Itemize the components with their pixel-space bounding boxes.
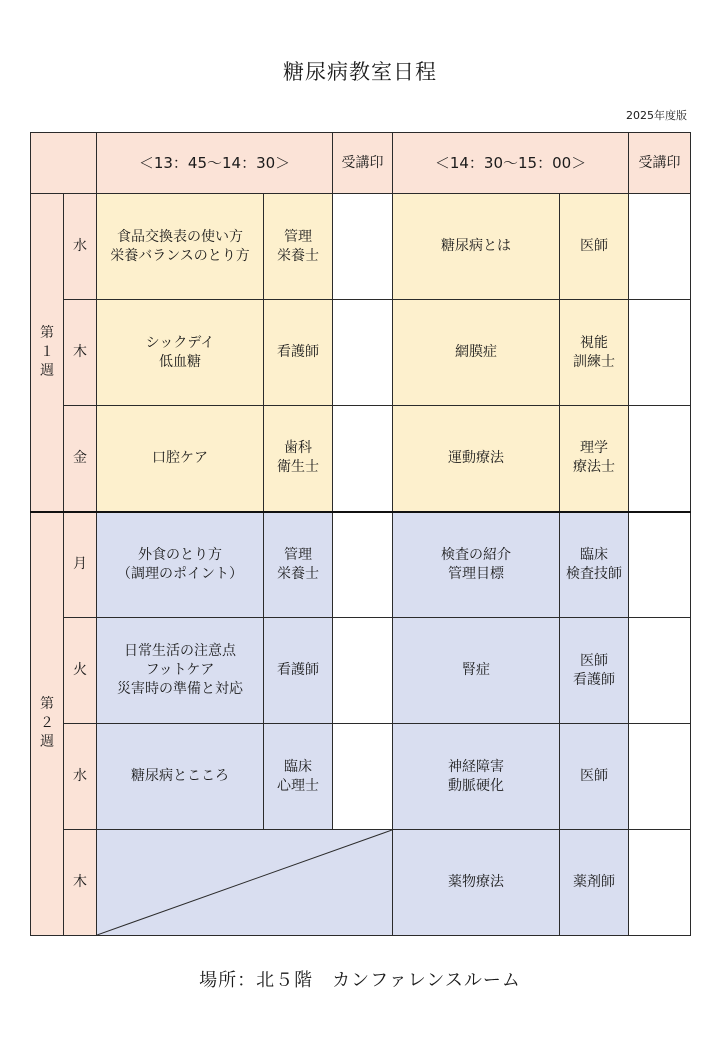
lecturer-cell: 医師: [560, 724, 629, 830]
stamp-cell: [629, 194, 691, 300]
lecturer-cell: 臨床 検査技師: [560, 512, 629, 618]
table-row: [31, 830, 691, 936]
lecturer-cell: 管理 栄養士: [264, 194, 333, 300]
stamp-cell: [333, 300, 393, 406]
lecturer-cell: 看護師: [264, 300, 333, 406]
table-row: [31, 194, 691, 300]
table-row: [31, 724, 691, 830]
header-row: [31, 133, 691, 194]
table-row: [31, 512, 691, 618]
day-cell: 水: [64, 194, 97, 300]
diagonal-strike: [97, 830, 392, 935]
stamp-cell: [333, 512, 393, 618]
day-cell: 水: [64, 724, 97, 830]
table-row: [31, 406, 691, 512]
stamp-cell: [333, 406, 393, 512]
day-cell: 木: [64, 300, 97, 406]
topic-cell: 糖尿病とこころ: [97, 724, 264, 830]
lecturer-cell: 臨床 心理士: [264, 724, 333, 830]
lecturer-cell: 薬剤師: [560, 830, 629, 936]
no-session-cell: [97, 830, 393, 936]
stamp-cell: [629, 830, 691, 936]
topic-cell: 糖尿病とは: [393, 194, 560, 300]
topic-cell: 口腔ケア: [97, 406, 264, 512]
lecturer-cell: 医師 看護師: [560, 618, 629, 724]
edition-label: 2025年度版: [626, 109, 687, 122]
lecturer-cell: 医師: [560, 194, 629, 300]
week-label: 第 ２ 週: [31, 512, 64, 936]
stamp-cell: [333, 194, 393, 300]
header-corner: [31, 133, 97, 194]
slot1-header: ＜13：45～14：30＞: [97, 133, 333, 194]
lecturer-cell: 理学 療法士: [560, 406, 629, 512]
lecturer-cell: 歯科 衛生士: [264, 406, 333, 512]
topic-cell: 検査の紹介 管理目標: [393, 512, 560, 618]
slot2-header: ＜14：30～15：00＞: [393, 133, 629, 194]
day-cell: 月: [64, 512, 97, 618]
week-label: 第 １ 週: [31, 194, 64, 512]
lecturer-cell: 視能 訓練士: [560, 300, 629, 406]
lecturer-cell: 管理 栄養士: [264, 512, 333, 618]
day-cell: 火: [64, 618, 97, 724]
table-row: [31, 300, 691, 406]
stamp-cell: [629, 724, 691, 830]
day-cell: 金: [64, 406, 97, 512]
stamp1-header: 受講印: [333, 133, 393, 194]
stamp-cell: [333, 724, 393, 830]
table-row: [31, 618, 691, 724]
schedule-table: [30, 132, 691, 936]
topic-cell: 網膜症: [393, 300, 560, 406]
day-cell: 木: [64, 830, 97, 936]
topic-cell: 日常生活の注意点 フットケア 災害時の準備と対応: [97, 618, 264, 724]
page-title: 糖尿病教室日程: [283, 60, 437, 84]
topic-cell: 薬物療法: [393, 830, 560, 936]
topic-cell: 神経障害 動脈硬化: [393, 724, 560, 830]
stamp-cell: [629, 618, 691, 724]
topic-cell: 運動療法: [393, 406, 560, 512]
stamp-cell: [333, 618, 393, 724]
stamp-cell: [629, 406, 691, 512]
stamp-cell: [629, 512, 691, 618]
topic-cell: シックデイ 低血糖: [97, 300, 264, 406]
stamp-cell: [629, 300, 691, 406]
topic-cell: 外食のとり方 （調理のポイント）: [97, 512, 264, 618]
location-footer: 場所：北５階 カンファレンスルーム: [199, 970, 521, 991]
lecturer-cell: 看護師: [264, 618, 333, 724]
topic-cell: 腎症: [393, 618, 560, 724]
stamp2-header: 受講印: [629, 133, 691, 194]
topic-cell: 食品交換表の使い方 栄養バランスのとり方: [97, 194, 264, 300]
